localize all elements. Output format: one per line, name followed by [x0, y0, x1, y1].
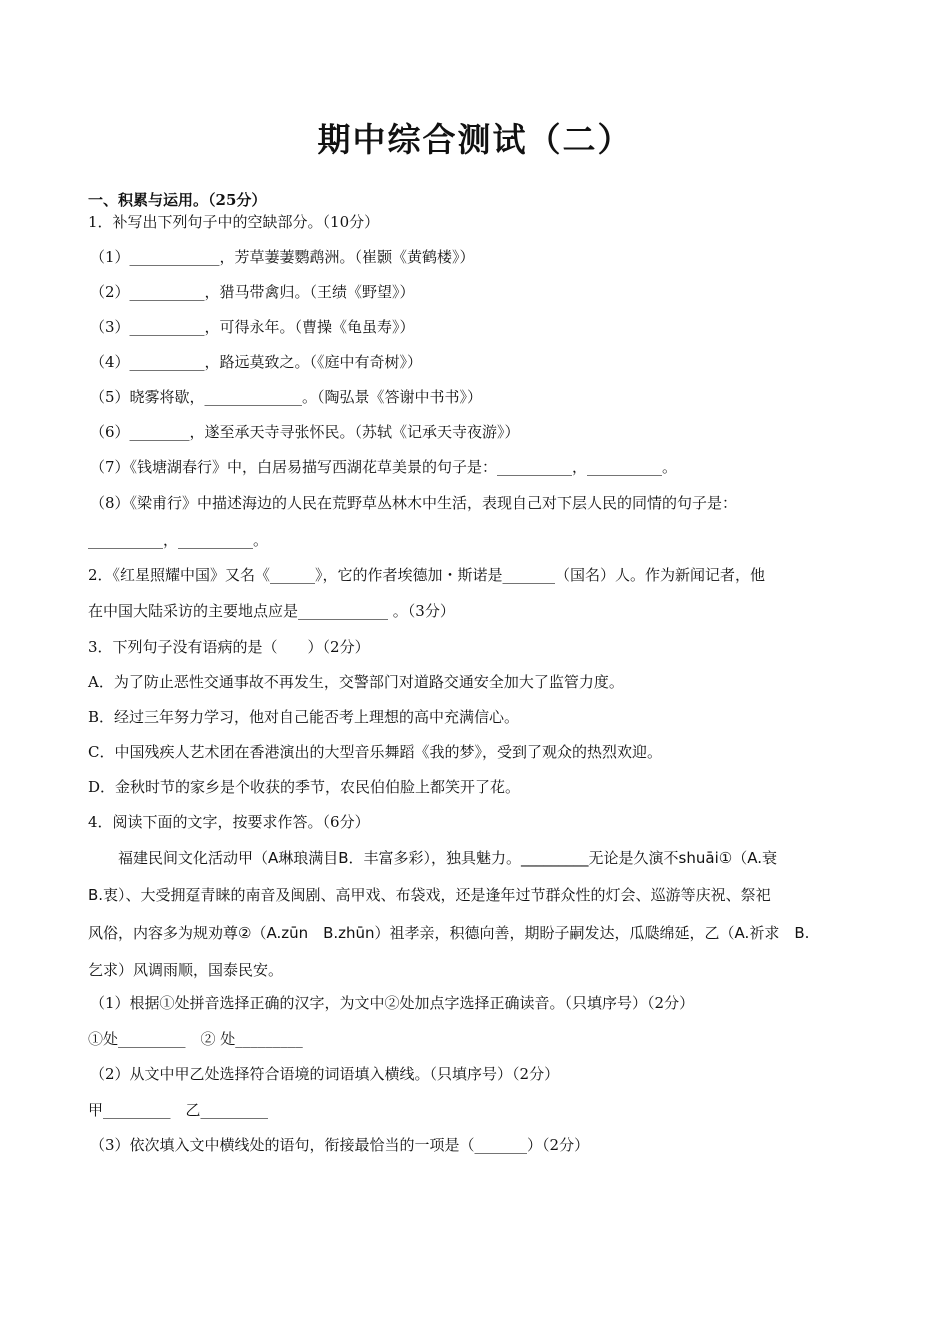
q4-passage-line-1: 福建民间文化活动甲（A琳琅满目B．丰富多彩），独具魅力。_________无论是久演不shuāi①（A.衰 [88, 849, 777, 867]
q1-item-2: （2）__________，猎马带禽归。（王绩《野望》） [90, 283, 415, 301]
section-heading: 一、积累与运用。（25分） [88, 191, 267, 209]
q1-item-4: （4）__________，路远莫致之。（《庭中有奇树》） [90, 353, 423, 371]
q3-option-b: B．经过三年努力学习，他对自己能否考上理想的高中充满信心。 [88, 708, 520, 726]
q1-item-3: （3）__________，可得永年。（曹操《龟虽寿》） [90, 318, 415, 336]
q4-passage-line-2: B.衷）、大受拥趸青睐的南音及闽剧、高甲戏、布袋戏，还是逢年过节群众性的灯会、巡游等庆祝、祭祀 [88, 886, 771, 904]
q1-item-7: （7）《钱塘湖春行》中，白居易描写西湖花草美景的句子是：__________，__________。 [90, 458, 678, 476]
question-4-stem: 4．阅读下面的文字，按要求作答。（6分） [88, 813, 370, 831]
q4-sub-1: （1）根据①处拼音选择正确的汉字，为文中②处加点字选择正确读音。（只填序号）（2分） [90, 994, 695, 1012]
q4-sub-2-blanks: 甲_________ 乙_________ [88, 1101, 269, 1119]
q4-sub-1-blanks: ①处_________ ② 处_________ [88, 1030, 303, 1048]
q4-sub-2: （2）从文中甲乙处选择符合语境的词语填入横线。（只填序号）（2分） [90, 1065, 560, 1083]
q3-option-d: D．金秋时节的家乡是个收获的季节，农民伯伯脸上都笑开了花。 [88, 778, 521, 796]
q4-sub-3: （3）依次填入文中横线处的语句，衔接最恰当的一项是（_______）（2分） [90, 1136, 590, 1154]
page-title: 期中综合测试（二） [317, 120, 633, 159]
q3-option-a: A．为了防止恶性交通事故不再发生，交警部门对道路交通安全加大了监管力度。 [88, 673, 624, 691]
q1-item-6: （6）________，遂至承天寺寻张怀民。（苏轼《记承天寺夜游》） [90, 423, 520, 441]
question-3-stem: 3．下列句子没有语病的是（ ）（2分） [88, 638, 370, 656]
q4-passage-line-4: 乞求）风调雨顺，国泰民安。 [88, 961, 284, 979]
question-2-line-1: 2．《红星照耀中国》又名《______》，它的作者埃德加・斯诺是_______（国名）人。作为新闻记者，他 [88, 566, 766, 584]
q4-passage-line-3: 风俗，内容多为规劝尊②（A.zūn B.zhūn）祖孝亲，积德向善，期盼子嗣发达，瓜瓞绵延，乙（A.祈求 B. [88, 924, 810, 942]
q3-option-c: C．中国残疾人艺术团在香港演出的大型音乐舞蹈《我的梦》，受到了观众的热烈欢迎。 [88, 743, 662, 761]
q1-item-8-blanks: __________，__________。 [88, 531, 269, 549]
q1-item-1: （1）____________，芳草萋萋鹦鹉洲。（崔颢《黄鹤楼》） [90, 248, 475, 266]
q1-item-5: （5）晓雾将歇，_____________。（陶弘景《答谢中书书》） [90, 388, 483, 406]
question-1-stem: 1．补写出下列句子中的空缺部分。（10分） [88, 213, 380, 231]
question-2-line-2: 在中国大陆采访的主要地点应是____________ 。（3分） [88, 602, 455, 620]
q1-item-8: （8）《梁甫行》中描述海边的人民在荒野草丛林木中生活，表现自己对下层人民的同情的句子是： [90, 494, 738, 512]
